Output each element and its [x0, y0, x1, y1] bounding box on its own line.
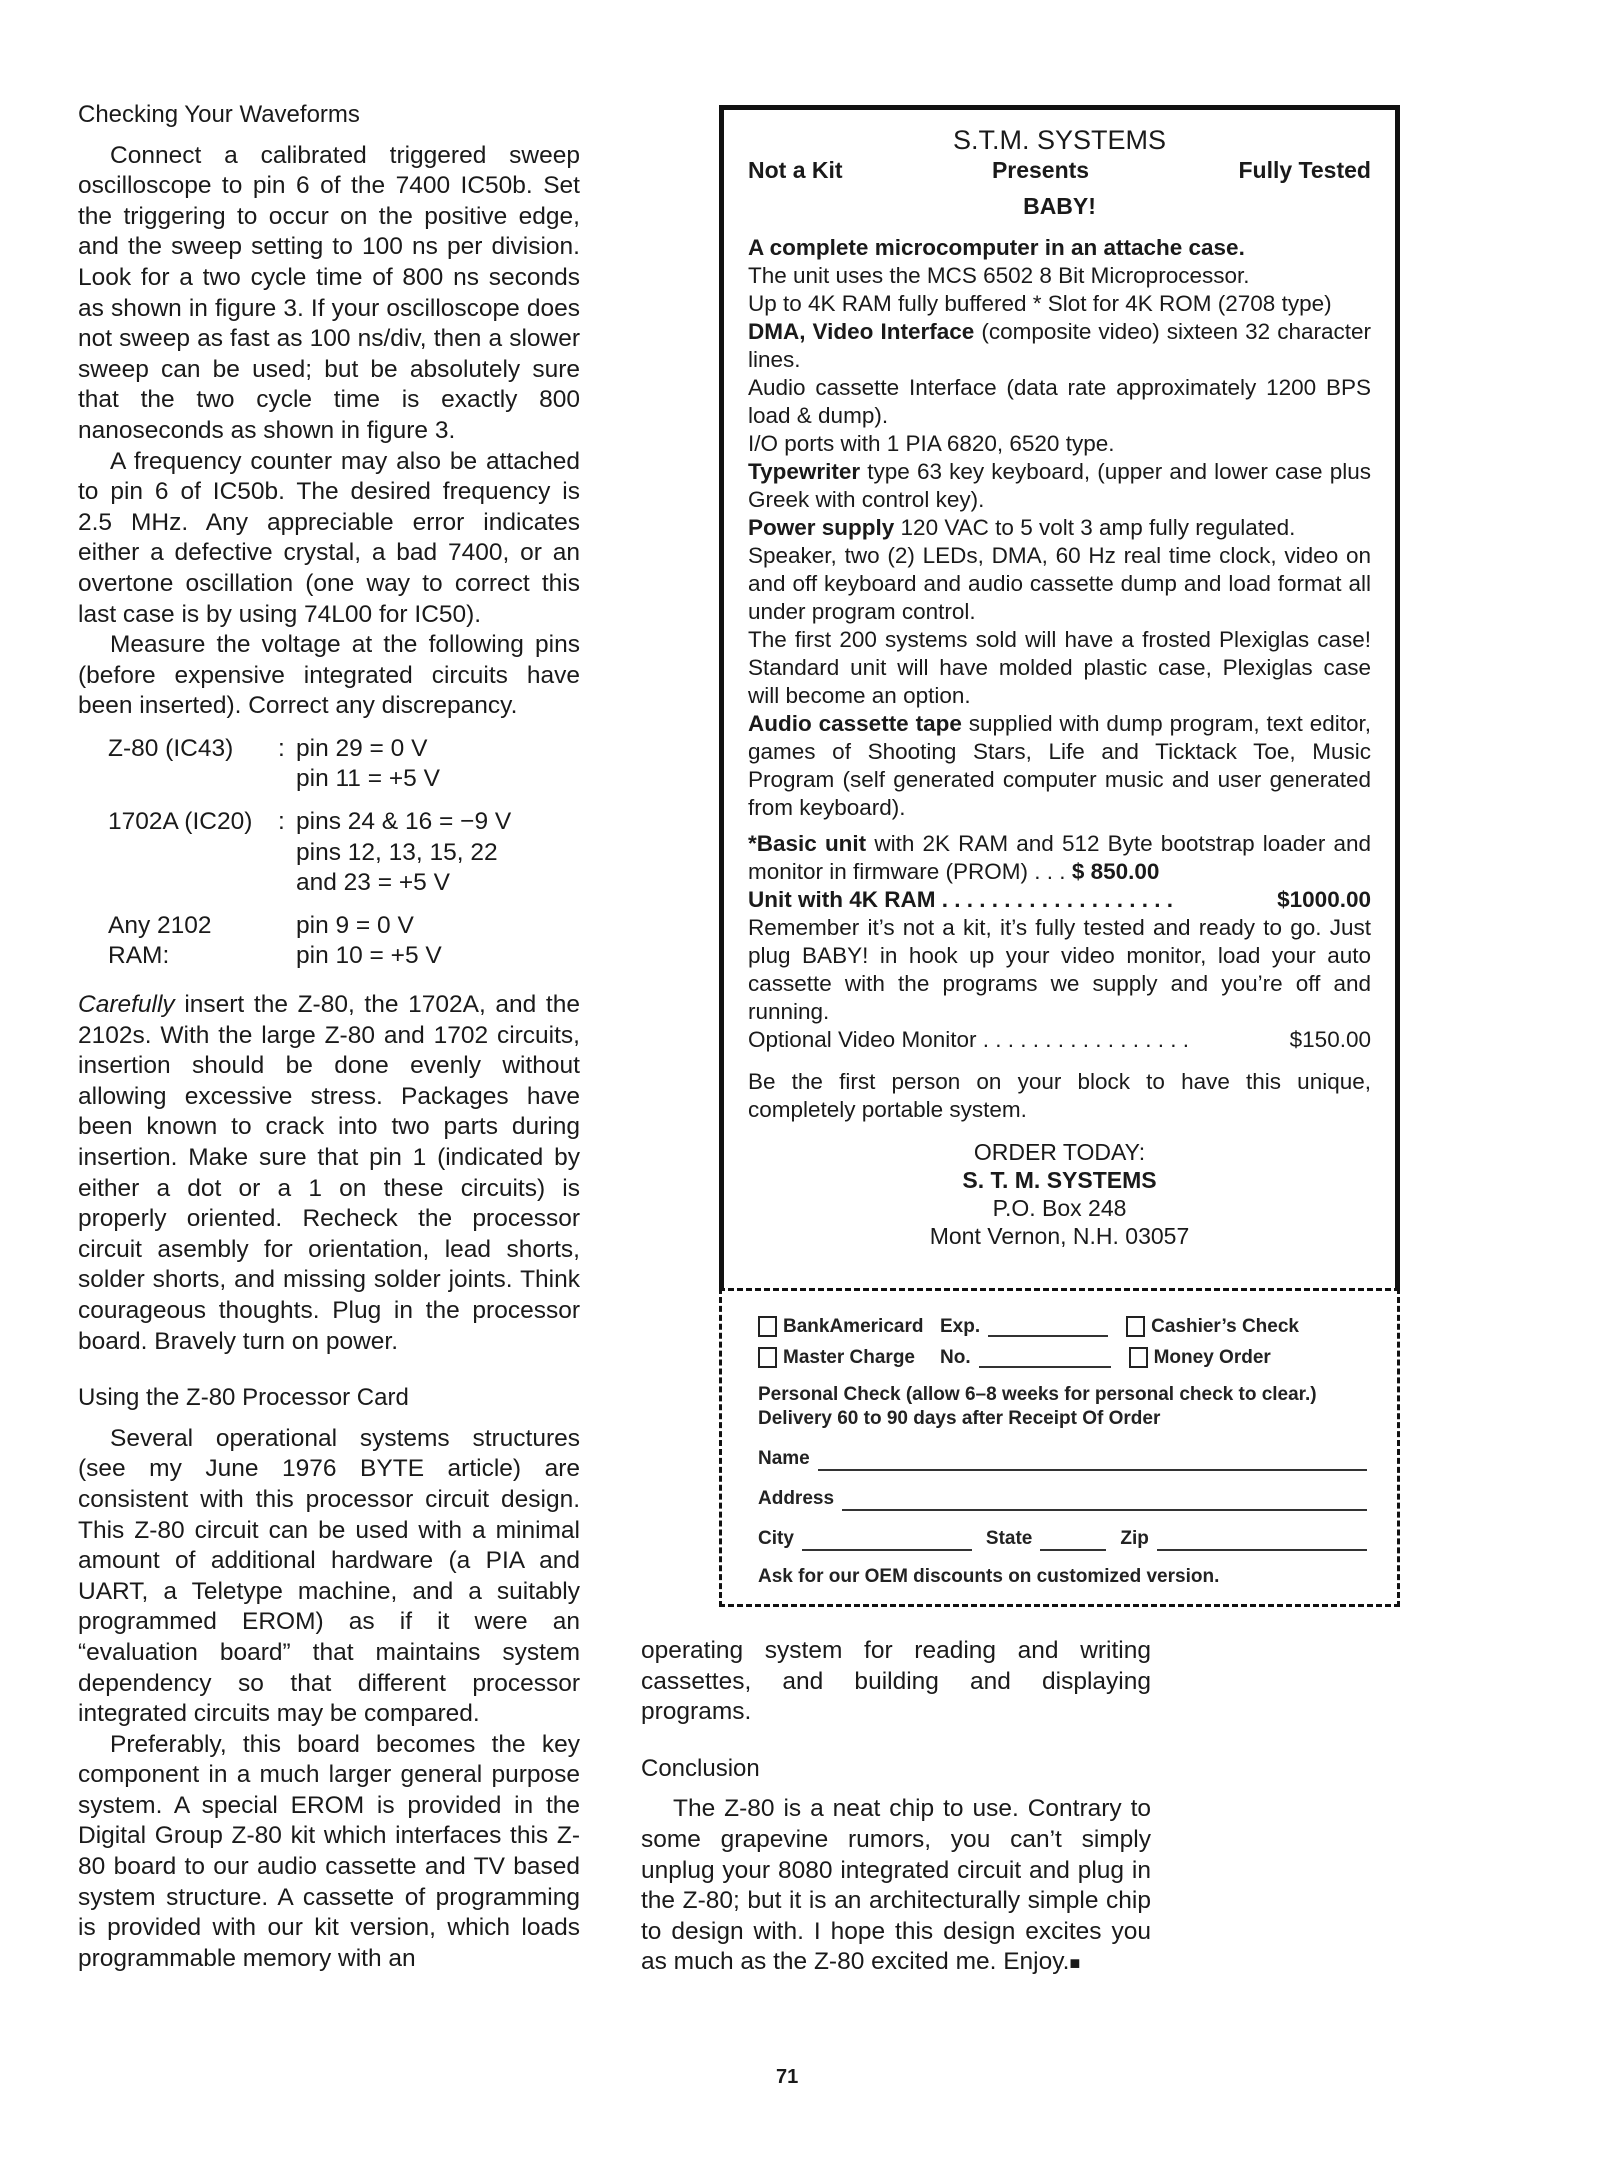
monitor-price: $150.00: [1289, 1027, 1371, 1052]
city-address: Mont Vernon, N.H. 03057: [929, 1223, 1190, 1249]
fully-tested: Fully Tested: [1238, 157, 1371, 183]
feature-line: [748, 710, 1371, 822]
feature-line: [748, 318, 1371, 374]
end-mark-icon: ■: [1069, 1953, 1081, 1974]
paragraph: Measure the voltage at the following pins (before expensive integrated circuits have been inserted). Correct any discrepancy.: [78, 631, 580, 720]
pin-values: pin 29 = 0 V pin 11 = +5 V: [296, 734, 440, 793]
first-person-text: Be the first person on your block to have this unique, completely portable system.: [748, 1069, 1371, 1122]
basic-unit: [748, 830, 1371, 886]
pin-row: [78, 734, 580, 795]
feature-bold: Typewriter: [748, 459, 861, 484]
exp-field[interactable]: [988, 1317, 1108, 1337]
company-name: S. T. M. SYSTEMS: [962, 1167, 1157, 1193]
feature-text: Speaker, two (2) LEDs, DMA, 60 Hz real time clock, video on and off keyboard and audio cassette dump and load format all under program control.: [748, 543, 1371, 624]
presents: Presents: [991, 157, 1090, 183]
state-label: State: [985, 1528, 1033, 1549]
not-a-kit: Not a Kit: [748, 157, 843, 183]
order-address: [748, 1138, 1371, 1250]
feature-text: The first 200 systems sold will have a frosted Plexiglas case! Standard unit will have molded plastic case, Plexiglas case will become an option.: [748, 627, 1371, 708]
feature-bold: A complete microcomputer in an attache case.: [748, 235, 1245, 260]
feature-line: [748, 514, 1371, 542]
heading-checking-waveforms: Checking Your Waveforms: [78, 101, 360, 128]
city-field[interactable]: [802, 1531, 972, 1551]
feature-text: Audio cassette Interface (data rate approximately 1200 BPS load & dump).: [748, 375, 1371, 428]
order-coupon: [719, 1288, 1400, 1607]
separator: :: [278, 808, 285, 836]
feature-bold: Audio cassette tape: [748, 711, 962, 736]
feature-text: 120 VAC to 5 volt 3 amp fully regulated.: [894, 515, 1296, 540]
exp-label: Exp.: [940, 1315, 981, 1337]
state-field[interactable]: [1040, 1531, 1106, 1551]
feature-text: type 63 key keyboard, (upper and lower case plus Greek with control key).: [748, 459, 1371, 512]
payment-row: [758, 1342, 1367, 1373]
feature-line: [748, 234, 1371, 262]
cashiers-check-label: Cashier’s Check: [1151, 1315, 1299, 1337]
monitor-option: [748, 1026, 1371, 1054]
paragraph-text: insert the Z-80, the 1702A, and the 2102s. With the large Z-80 and 1702 circuits, insertion should be done evenly without allowing excessive stress. Packages have been known to crack into two parts during insertion. Make sure that pin 1 (indicated by either a dot or a 1 on these circuits) is properly oriented. Recheck the processor circuit asembly for orientation, lead shorts, solder shorts, and missing solder joints. Think courageous thoughts. Plug in the processor board. Bravely turn on power.: [78, 991, 580, 1355]
pin-row: [78, 807, 580, 899]
emphasis: Carefully: [78, 991, 175, 1019]
city-row: [758, 1527, 1367, 1551]
feature-text: Up to 4K RAM fully buffered * Slot for 4K ROM (2708 type): [748, 291, 1332, 316]
zip-label: Zip: [1120, 1528, 1149, 1549]
monitor-label: Optional Video Monitor . . . . . . . . . . . . . . . . .: [748, 1027, 1190, 1052]
pin-values: pins 24 & 16 = −9 V pins 12, 13, 15, 22 and 23 = +5 V: [296, 808, 512, 897]
heading-conclusion: Conclusion: [641, 1754, 760, 1782]
feature-line: [748, 430, 1371, 458]
right-column: [641, 1636, 1151, 1979]
product-name: BABY!: [1023, 193, 1096, 219]
money-order-checkbox[interactable]: [1129, 1347, 1148, 1368]
name-label: Name: [758, 1448, 810, 1469]
address-field[interactable]: [842, 1491, 1367, 1511]
money-order-label: Money Order: [1153, 1346, 1271, 1368]
bankamericard-checkbox[interactable]: [758, 1316, 777, 1337]
feature-line: [748, 374, 1371, 430]
address-row: [758, 1487, 1367, 1511]
cashiers-check-checkbox[interactable]: [1126, 1316, 1145, 1337]
unit-4k-price: $1000.00: [1277, 887, 1371, 912]
remember-text: Remember it’s not a kit, it’s fully tested and ready to go. Just plug BABY! in hook up your video monitor, load your auto cassette with the programs we supply and you’re off and running.: [748, 915, 1371, 1024]
order-today: ORDER TODAY:: [973, 1139, 1146, 1165]
feature-bold: DMA, Video Interface: [748, 319, 975, 344]
ad-subtitle: [748, 156, 1371, 184]
unit-4k: [748, 886, 1371, 914]
master-charge-label: Master Charge: [783, 1346, 915, 1368]
chip-label: 1702A (IC20): [108, 808, 253, 836]
paragraph-text: The Z-80 is a neat chip to use. Contrary to some grapevine rumors, you can’t simply unplug your 8080 integrated circuit and plug in the Z-80; but it is an architecturally simple chip to design with. I hope this design excites you as much as the Z-80 excited me. Enjoy.: [641, 1795, 1151, 1976]
card-number-field[interactable]: [979, 1348, 1111, 1368]
feature-line: [748, 262, 1371, 290]
paragraph: [78, 990, 580, 1357]
paragraph: A frequency counter may also be attached to pin 6 of IC50b. The desired frequency is 2.5 MHz. Any appreciable error indicates either a defective crystal, a bad 7400, or an overtone oscillation (one way to correct this last case is by using 74L00 for IC50).: [78, 447, 580, 628]
pin-row: [78, 911, 580, 972]
chip-label: Z-80 (IC43): [108, 734, 234, 762]
feature-text: The unit uses the MCS 6502 8 Bit Microprocessor.: [748, 263, 1250, 288]
oem-note: Ask for our OEM discounts on customized version.: [758, 1566, 1220, 1587]
feature-line: [748, 290, 1371, 318]
feature-text: supplied with dump program, text editor, games of Shooting Stars, Life and Ticktack Toe, Music Program (self generated computer music and user generated from keyboard).: [748, 711, 1371, 820]
feature-line: [748, 542, 1371, 626]
address-label: Address: [758, 1488, 835, 1509]
pin-values: pin 9 = 0 V pin 10 = +5 V: [296, 911, 442, 970]
paragraph: Several operational systems structures (see my June 1976 BYTE article) are consistent with this processor circuit design. This Z-80 circuit can be used with a minimal amount of additional hardware (a PIA and UART, a Teletype machine, and a suitably programmed EROM) as if it were an “evaluation board” that maintains system dependency so that different processor integrated circuits may be compared.: [78, 1424, 580, 1728]
feature-text: I/O ports with 1 PIA 6820, 6520 type.: [748, 431, 1115, 456]
advertisement-box: [719, 105, 1400, 1288]
pin-voltage-list: [78, 734, 580, 972]
paragraph: [641, 1794, 1151, 1979]
zip-field[interactable]: [1157, 1531, 1367, 1551]
unit-4k-label: Unit with 4K RAM . . . . . . . . . . . . . . . . . . .: [748, 887, 1174, 912]
feature-line: [748, 458, 1371, 514]
page-number: 71: [776, 2066, 799, 2088]
paragraph: Preferably, this board becomes the key component in a much larger general purpose system. A special EROM is provided in the Digital Group Z-80 kit which interfaces this Z-80 board to our audio cassette and TV based system structure. A cassette of programming is provided with our kit version, which loads programmable memory with an: [78, 1730, 580, 1972]
name-field[interactable]: [818, 1451, 1367, 1471]
city-label: City: [758, 1528, 794, 1549]
basic-unit-price: $ 850.00: [1071, 859, 1160, 884]
feature-line: [748, 626, 1371, 710]
left-column: [78, 100, 580, 1974]
chip-label: Any 2102 RAM:: [108, 911, 212, 970]
delivery-note: Delivery 60 to 90 days after Receipt Of Order: [758, 1408, 1161, 1429]
ad-title: S.T.M. SYSTEMS: [952, 125, 1167, 155]
master-charge-checkbox[interactable]: [758, 1347, 777, 1368]
feature-bold: Power supply: [748, 515, 895, 540]
separator: :: [278, 734, 285, 762]
no-label: No.: [940, 1346, 971, 1368]
basic-unit-text: with 2K RAM and 512 Byte bootstrap loader and monitor in firmware (PROM) . . .: [748, 831, 1371, 884]
paragraph: operating system for reading and writing cassettes, and building and displaying programs.: [641, 1637, 1151, 1726]
feature-text: (composite video) sixteen 32 character lines.: [748, 319, 1372, 372]
feature-list: [748, 234, 1371, 822]
separator: [278, 911, 296, 972]
personal-check-note: Personal Check (allow 6–8 weeks for personal check to clear.): [758, 1384, 1317, 1405]
bankamericard-label: BankAmericard: [783, 1315, 924, 1337]
paragraph: Connect a calibrated triggered sweep oscilloscope to pin 6 of the 7400 IC50b. Set the triggering to occur on the positive edge, and the sweep setting to 100 ns per division. Look for a two cycle time of 800 ns seconds as shown in figure 3. If your oscilloscope does not sweep as fast as 100 ns/div, then a slower sweep can be used; but be absolutely sure that the two cycle time is exactly 800 nanoseconds as shown in figure 3.: [78, 141, 580, 444]
payment-row: [758, 1311, 1367, 1342]
name-row: [758, 1447, 1367, 1471]
heading-using-z80: Using the Z-80 Processor Card: [78, 1384, 409, 1412]
po-box: P.O. Box 248: [992, 1195, 1127, 1221]
basic-unit-label: *Basic unit: [748, 831, 867, 856]
